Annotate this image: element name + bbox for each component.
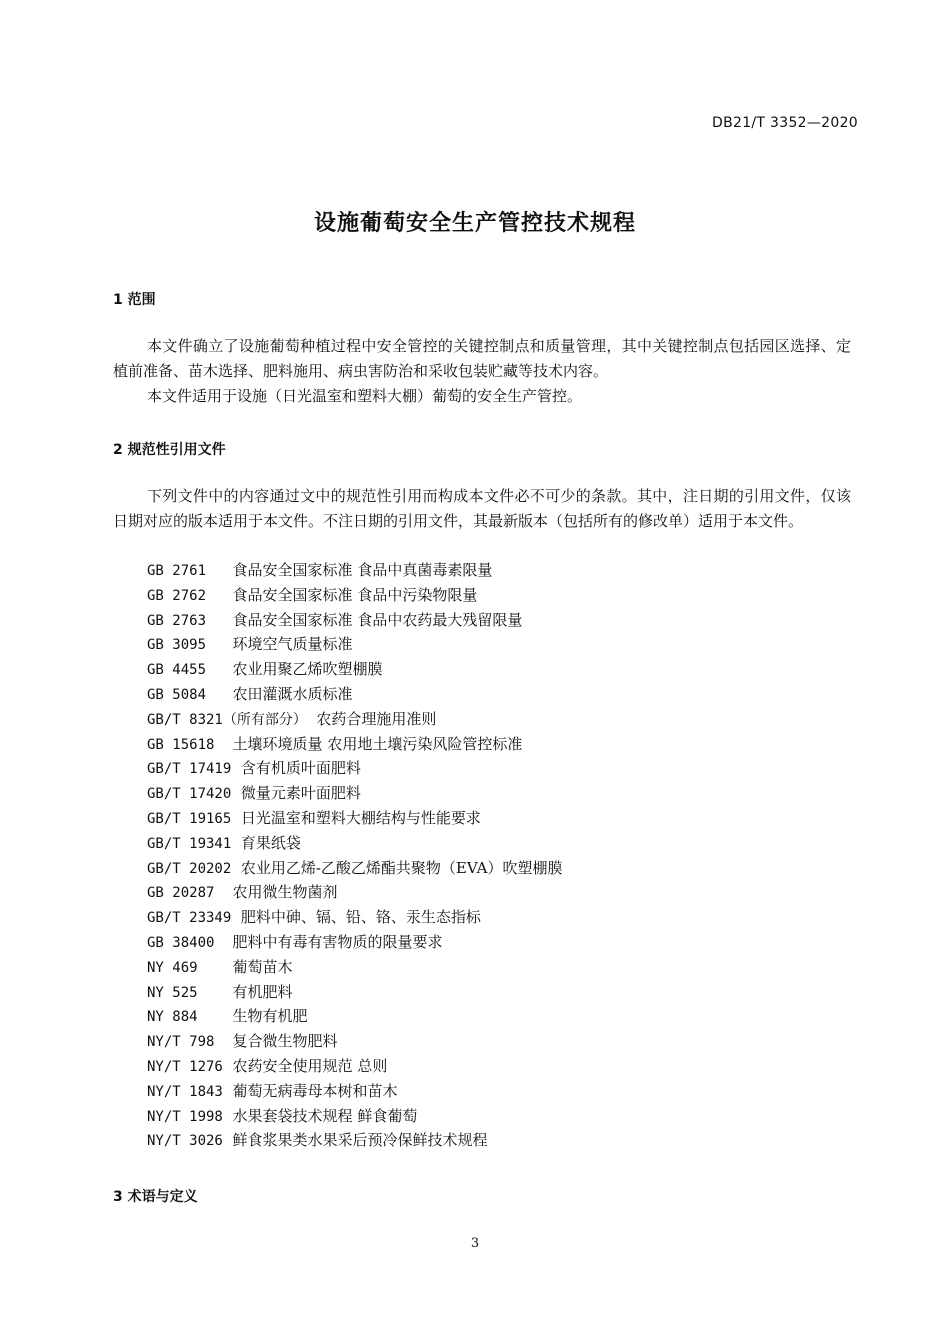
reference-code: NY/T 1843 [147,1083,223,1100]
reference-code: GB 2762 [147,587,207,604]
reference-item [147,880,563,905]
section-heading-normative-references: 2 规范性引用文件 [113,442,226,458]
reference-item [147,955,563,980]
reference-title: 农用微生物菌剂 [232,883,338,902]
reference-code: NY 469 [147,959,198,976]
reference-code: GB 5084 [147,686,207,703]
reference-code: GB/T 17419 [147,761,232,778]
reference-code: GB/T 17420 [147,786,232,803]
reference-title: 土壤环境质量 农用地土壤污染风险管控标准 [232,734,523,753]
reference-code: GB 2763 [147,612,207,629]
reference-code: NY/T 1276 [147,1058,223,1075]
reference-item [147,707,563,732]
page-number: 3 [470,1236,480,1251]
reference-code: NY/T 798 [147,1034,215,1051]
reference-item [147,831,563,856]
reference-item [147,583,563,608]
reference-code: GB/T 19341 [147,835,232,852]
reference-item [147,558,563,583]
reference-item [147,856,563,881]
reference-code: NY/T 3026 [147,1133,223,1150]
scope-paragraph-2: 本文件适用于设施（日光温室和塑料大棚）葡萄的安全生产管控。 [147,387,583,405]
reference-code: NY 525 [147,984,198,1001]
reference-code: GB 38400 [147,934,215,951]
reference-title: 生物有机肥 [232,1007,308,1026]
reference-title: 有机肥料 [232,982,293,1001]
reference-title: 鲜食浆果类水果采后预冷保鲜技术规程 [232,1131,488,1150]
reference-title: 农业用乙烯-乙酸乙烯酯共聚物（EVA）吹塑棚膜 [240,858,563,877]
reference-item [147,632,563,657]
reference-code: GB/T 23349 [147,910,232,927]
reference-code: GB/T 8321（所有部分） [147,711,307,728]
reference-title: 肥料中砷、镉、铅、铬、汞生态指标 [240,908,481,927]
reference-item [147,905,563,930]
reference-title: 微量元素叶面肥料 [240,784,361,803]
reference-code: GB 4455 [147,662,207,679]
reference-title: 农业用聚乙烯吹塑棚膜 [232,660,383,679]
reference-item [147,781,563,806]
reference-title: 水果套袋技术规程 鲜食葡萄 [232,1106,418,1125]
reference-title: 食品安全国家标准 食品中污染物限量 [232,585,478,604]
reference-item [147,1128,563,1153]
scope-paragraph-1: 本文件确立了设施葡萄种植过程中安全管控的关键控制点和质量管理，其中关键控制点包括园区选择、定植前准备、苗木选择、肥料施用、病虫害防治和采收包装贮藏等技术内容。 [113,337,851,380]
reference-code: GB 20287 [147,885,215,902]
reference-code: GB 2761 [147,563,207,579]
reference-item [147,756,563,781]
reference-title: 复合微生物肥料 [232,1032,338,1051]
reference-title: 食品安全国家标准 食品中真菌毒素限量 [232,561,493,579]
reference-title: 肥料中有毒有害物质的限量要求 [232,932,443,951]
reference-code: GB/T 20202 [147,860,232,877]
reference-title: 农药合理施用准则 [316,709,437,728]
reference-item [147,608,563,633]
section-heading-terms: 3 术语与定义 [113,1189,198,1205]
reference-title: 葡萄苗木 [232,957,293,976]
reference-item [147,1004,563,1029]
reference-list [147,558,563,1153]
reference-title: 育果纸袋 [240,833,301,852]
reference-item [147,1054,563,1079]
reference-item [147,930,563,955]
section-heading-scope: 1 范围 [113,292,156,308]
reference-item [147,657,563,682]
reference-title: 葡萄无病毒母本树和苗木 [232,1081,398,1100]
reference-title: 日光温室和塑料大棚结构与性能要求 [240,808,481,827]
reference-title: 农田灌溉水质标准 [232,684,353,703]
reference-item [147,1029,563,1054]
reference-code: NY 884 [147,1009,198,1026]
references-intro-paragraph: 下列文件中的内容通过文中的规范性引用而构成本文件必不可少的条款。其中，注日期的引用文件，仅该日期对应的版本适用于本文件。不注日期的引用文件，其最新版本（包括所有的修改单）适用于本文件。 [113,487,851,530]
reference-code: GB/T 19165 [147,810,232,827]
document-title: 设施葡萄安全生产管控技术规程 [313,211,636,236]
reference-title: 含有机质叶面肥料 [240,759,361,778]
reference-code: GB 3095 [147,637,207,654]
reference-code: GB 15618 [147,736,215,753]
reference-item [147,1104,563,1129]
reference-item [147,682,563,707]
reference-item [147,732,563,757]
document-number: DB21/T 3352—2020 [712,115,858,131]
reference-item [147,980,563,1005]
reference-item [147,806,563,831]
reference-title: 食品安全国家标准 食品中农药最大残留限量 [232,610,523,629]
reference-title: 农药安全使用规范 总则 [232,1056,388,1075]
reference-code: NY/T 1998 [147,1108,223,1125]
reference-item [147,1079,563,1104]
reference-title: 环境空气质量标准 [232,635,353,654]
